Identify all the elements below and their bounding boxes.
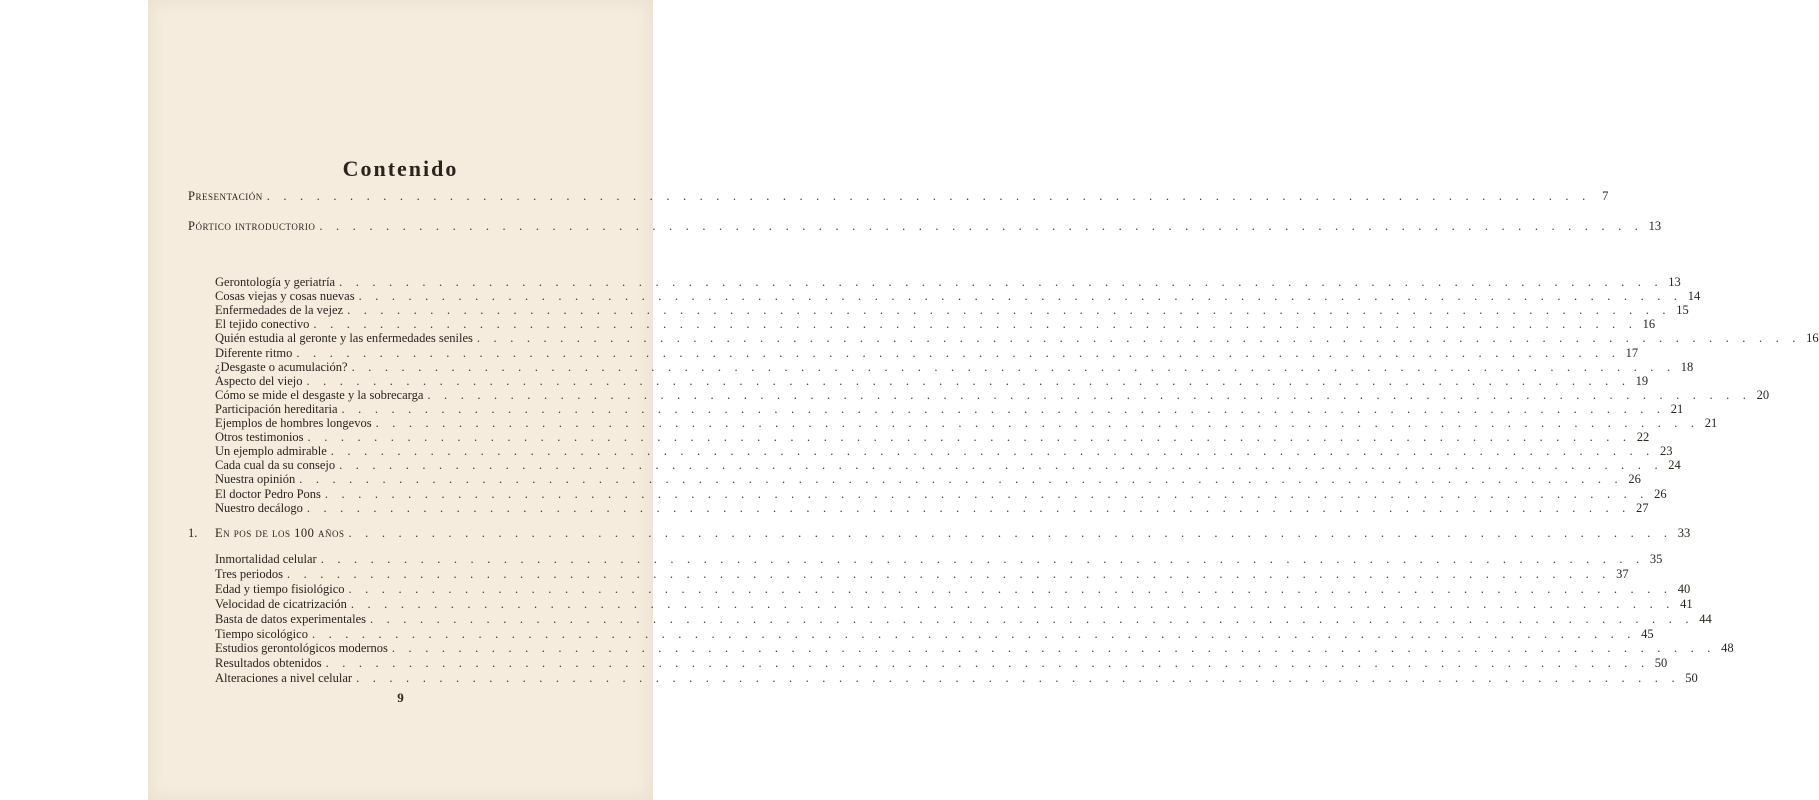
entry-label: Cada cual da su consejo bbox=[215, 458, 336, 473]
toc-subentry bbox=[215, 275, 1681, 290]
entry-page-number: 19 bbox=[1635, 373, 1649, 388]
dot-leader: . . . . . . . . . . . . . . . . . . . . . . . . . . . . . . . . . . . . . . . . . . . . . . . . . . . . . . . . . . . . . . . . . . . . . . . . . . . . . . . . bbox=[307, 430, 1632, 445]
toc-subentry bbox=[215, 581, 1691, 597]
entry-page-number: 15 bbox=[1676, 303, 1689, 318]
entry-page-number: 22 bbox=[1636, 430, 1650, 445]
entry-label: Alteraciones a nivel celular bbox=[215, 671, 353, 686]
toc-subentry bbox=[215, 656, 1668, 671]
toc-subentry bbox=[215, 359, 1694, 375]
entry-label: Tres periodos bbox=[215, 566, 283, 581]
page-title: Contenido bbox=[342, 156, 459, 181]
toc-chapter-1 bbox=[215, 526, 1691, 541]
entry-page-number: 23 bbox=[1659, 444, 1673, 459]
entry-page-number: 41 bbox=[1680, 596, 1693, 611]
dot-leader: . . . . . . . . . . . . . . . . . . . . . . . . . . . . . . . . . . . . . . . . . . . . . . . . . . . . . . . . . . . . . . . . . . . . . . . . . . . . . . . . bbox=[347, 303, 1671, 318]
entry-page-number: 16 bbox=[1642, 317, 1656, 332]
toc-entry-portico bbox=[188, 219, 1662, 234]
dot-leader: . . . . . . . . . . . . . . . . . . . . . . . . . . . . . . . . . . . . . . . . . . . . . . . . . . . . . . . . . . . . . . . . . . . . . . . . . . . . . . . . bbox=[339, 458, 1663, 473]
dot-leader: . . . . . . . . . . . . . . . . . . . . . . . . . . . . . . . . . . . . . . . . . . . . . . . . . . . . . . . . . . . . . . . . . . . . . . . . . . . . . . . . bbox=[427, 387, 1752, 402]
dot-leader: . . . . . . . . . . . . . . . . . . . . . . . . . . . . . . . . . . . . . . . . . . . . . . . . . . . . . . . . . . . . . . . . . . . . . . . . . . . . . . . . bbox=[391, 641, 1716, 656]
entry-label: Basta de datos experimentales bbox=[215, 611, 366, 626]
dot-leader: . . . . . . . . . . . . . . . . . . . . . . . . . . . . . . . . . . . . . . . . . . . . . . . . . . . . . . . . . . . . . . . . . . . . . . . . . . . . . . . . bbox=[299, 472, 1623, 487]
entry-label: Edad y tiempo fisiológico bbox=[215, 581, 345, 596]
dot-leader: . . . . . . . . . . . . . . . . . . . . . . . . . . . . . . . . . . . . . . . . . . . . . . . . . . . . . . . . . . . . . . . . . . . . . . . . . . . . . . . . bbox=[311, 626, 1636, 641]
entry-page-number: 24 bbox=[1668, 458, 1681, 473]
toc-subentry bbox=[215, 472, 1641, 487]
dot-leader: . . . . . . . . . . . . . . . . . . . . . . . . . . . . . . . . . . . . . . . . . . . . . . . . . . . . . . . . . . . . . . . . . . . . . . . . . . . . . . . . bbox=[350, 596, 1675, 611]
entry-label: Inmortalidad celular bbox=[215, 552, 317, 566]
entry-page-number: 21 bbox=[1670, 401, 1684, 416]
toc-subentry bbox=[215, 430, 1650, 445]
entry-label: Un ejemplo admirable bbox=[215, 444, 327, 459]
toc-subentry bbox=[215, 596, 1693, 612]
dot-leader: . . . . . . . . . . . . . . . . . . . . . . . . . . . . . . . . . . . . . . . . . . . . . . . . . . . . . . . . . . . . . . . . . . . . . . . . . . . . . . . . bbox=[356, 671, 1680, 686]
dot-leader: . . . . . . . . . . . . . . . . . . . . . . . . . . . . . . . . . . . . . . . . . . . . . . . . . . . . . . . . . . . . . . . . . . . . . . . . . . . . . . . . bbox=[296, 345, 1621, 360]
chapter-number: 1. bbox=[188, 526, 198, 540]
toc-subentry bbox=[215, 387, 1770, 403]
entry-label: Enfermedades de la vejez bbox=[215, 303, 344, 318]
entry-label: Resultados obtenidos bbox=[215, 656, 322, 671]
dot-leader: . . . . . . . . . . . . . . . . . . . . . . . . . . . . . . . . . . . . . . . . . . . . . . . . . . . . . . . . . . . . . . . . . . . . . . . . . . . . . . . . bbox=[370, 611, 1694, 626]
entry-label: Velocidad de cicatrización bbox=[215, 596, 347, 611]
entry-label: Quién estudia al geronte y las enfermedades seniles bbox=[215, 331, 473, 346]
entry-page-number: 48 bbox=[1721, 641, 1734, 656]
dot-leader: . . . . . . . . . . . . . . . . . . . . . . . . . . . . . . . . . . . . . . . . . . . . . . . . . . . . . . . . . . . . . . . . . . . . . . . . . . . . . . . . bbox=[330, 444, 1655, 459]
entry-label: Gerontología y geriatría bbox=[215, 275, 336, 289]
entry-label: Ejemplos de hombres longevos bbox=[215, 416, 372, 430]
entry-label: Nuestro decálogo bbox=[215, 500, 303, 515]
entry-page-number: 40 bbox=[1677, 581, 1691, 596]
toc-subentry bbox=[215, 416, 1718, 431]
toc-subentry bbox=[215, 289, 1701, 304]
dot-leader: . . . . . . . . . . . . . . . . . . . . . . . . . . . . . . . . . . . . . . . . . . . . . . . . . . . . . . . . . . . . . . . . . . . . . . . . . . . . . . . . bbox=[306, 500, 1631, 515]
toc-subentry bbox=[215, 317, 1656, 332]
entry-page-number: 13 bbox=[1648, 219, 1662, 233]
entry-page-number: 45 bbox=[1641, 626, 1654, 641]
toc-subentry bbox=[215, 486, 1667, 502]
entry-label: Estudios gerontológicos modernos bbox=[215, 641, 388, 656]
toc-subentry bbox=[215, 671, 1698, 686]
dot-leader: . . . . . . . . . . . . . . . . . . . . . . . . . . . . . . . . . . . . . . . . . . . . . . . . . . . . . . . . . . . . . . . . . . . . . . . . . . . . . . . . bbox=[266, 189, 1591, 203]
dot-leader: . . . . . . . . . . . . . . . . . . . . . . . . . . . . . . . . . . . . . . . . . . . . . . . . . . . . . . . . . . . . . . . . . . . . . . . . . . . . . . . . bbox=[319, 219, 1644, 233]
entry-label: El doctor Pedro Pons bbox=[215, 486, 321, 501]
dot-leader: . . . . . . . . . . . . . . . . . . . . . . . . . . . . . . . . . . . . . . . . . . . . . . . . . . . . . . . . . . . . . . . . . . . . . . . . . . . . . . . . bbox=[348, 526, 1673, 540]
entry-page-number: 21 bbox=[1704, 416, 1718, 430]
toc-subentry bbox=[215, 458, 1681, 473]
entry-label: Participación hereditaria bbox=[215, 401, 338, 416]
entry-page-number: 7 bbox=[1602, 189, 1609, 203]
dot-leader: . . . . . . . . . . . . . . . . . . . . . . . . . . . . . . . . . . . . . . . . . . . . . . . . . . . . . . . . . . . . . . . . . . . . . . . . . . . . . . . . bbox=[320, 552, 1645, 566]
toc-subentry bbox=[215, 611, 1712, 627]
toc-subentry bbox=[215, 626, 1654, 642]
entry-page-number: 35 bbox=[1649, 552, 1663, 566]
toc-subentry bbox=[215, 373, 1649, 389]
entry-page-number: 50 bbox=[1654, 656, 1668, 671]
dot-leader: . . . . . . . . . . . . . . . . . . . . . . . . . . . . . . . . . . . . . . . . . . . . . . . . . . . . . . . . . . . . . . . . . . . . . . . . . . . . . . . . bbox=[306, 373, 1631, 388]
toc-subentry bbox=[215, 303, 1689, 318]
toc-subentry bbox=[215, 566, 1629, 582]
entry-label: ¿Desgaste o acumulación? bbox=[215, 359, 348, 374]
toc-subentry bbox=[215, 331, 1819, 346]
toc-subentry bbox=[215, 552, 1663, 567]
dot-leader: . . . . . . . . . . . . . . . . . . . . . . . . . . . . . . . . . . . . . . . . . . . . . . . . . . . . . . . . . . . . . . . . . . . . . . . . . . . . . . . . bbox=[476, 331, 1801, 346]
dot-leader: . . . . . . . . . . . . . . . . . . . . . . . . . . . . . . . . . . . . . . . . . . . . . . . . . . . . . . . . . . . . . . . . . . . . . . . . . . . . . . . . bbox=[313, 317, 1638, 332]
entry-page-number: 17 bbox=[1625, 345, 1639, 360]
entry-label: Cosas viejas y cosas nuevas bbox=[215, 289, 355, 304]
dot-leader: . . . . . . . . . . . . . . . . . . . . . . . . . . . . . . . . . . . . . . . . . . . . . . . . . . . . . . . . . . . . . . . . . . . . . . . . . . . . . . . . bbox=[358, 289, 1683, 304]
dot-leader: . . . . . . . . . . . . . . . . . . . . . . . . . . . . . . . . . . . . . . . . . . . . . . . . . . . . . . . . . . . . . . . . . . . . . . . . . . . . . . . . bbox=[339, 275, 1663, 289]
entry-label: Otros testimonios bbox=[215, 430, 304, 445]
page-number: 9 bbox=[397, 690, 404, 705]
dot-leader: . . . . . . . . . . . . . . . . . . . . . . . . . . . . . . . . . . . . . . . . . . . . . . . . . . . . . . . . . . . . . . . . . . . . . . . . . . . . . . . . bbox=[348, 581, 1673, 596]
entry-page-number: 50 bbox=[1685, 671, 1698, 686]
entry-page-number: 37 bbox=[1616, 566, 1629, 581]
entry-page-number: 18 bbox=[1680, 359, 1694, 374]
toc-entry-presentacion bbox=[188, 189, 1609, 204]
entry-page-number: 33 bbox=[1677, 526, 1691, 540]
entry-page-number: 26 bbox=[1654, 486, 1667, 501]
entry-label: Nuestra opinión bbox=[215, 472, 296, 487]
entry-label: Diferente ritmo bbox=[215, 345, 293, 360]
entry-page-number: 16 bbox=[1806, 331, 1819, 346]
entry-label: Tiempo sicológico bbox=[215, 626, 308, 641]
entry-page-number: 13 bbox=[1668, 275, 1681, 289]
dot-leader: . . . . . . . . . . . . . . . . . . . . . . . . . . . . . . . . . . . . . . . . . . . . . . . . . . . . . . . . . . . . . . . . . . . . . . . . . . . . . . . . bbox=[351, 359, 1676, 374]
entry-label: El tejido conectivo bbox=[215, 317, 310, 332]
book-page bbox=[148, 0, 1819, 800]
dot-leader: . . . . . . . . . . . . . . . . . . . . . . . . . . . . . . . . . . . . . . . . . . . . . . . . . . . . . . . . . . . . . . . . . . . . . . . . . . . . . . . . bbox=[324, 486, 1649, 501]
dot-leader: . . . . . . . . . . . . . . . . . . . . . . . . . . . . . . . . . . . . . . . . . . . . . . . . . . . . . . . . . . . . . . . . . . . . . . . . . . . . . . . . bbox=[286, 566, 1611, 581]
dot-leader: . . . . . . . . . . . . . . . . . . . . . . . . . . . . . . . . . . . . . . . . . . . . . . . . . . . . . . . . . . . . . . . . . . . . . . . . . . . . . . . . bbox=[325, 656, 1650, 671]
entry-label: Presentación bbox=[188, 189, 263, 203]
dot-leader: . . . . . . . . . . . . . . . . . . . . . . . . . . . . . . . . . . . . . . . . . . . . . . . . . . . . . . . . . . . . . . . . . . . . . . . . . . . . . . . . bbox=[375, 416, 1700, 430]
dot-leader: . . . . . . . . . . . . . . . . . . . . . . . . . . . . . . . . . . . . . . . . . . . . . . . . . . . . . . . . . . . . . . . . . . . . . . . . . . . . . . . . bbox=[341, 401, 1666, 416]
entry-label: Cómo se mide el desgaste y la sobrecarga bbox=[215, 387, 424, 402]
entry-page-number: 14 bbox=[1687, 289, 1701, 304]
toc-subentry bbox=[215, 401, 1684, 417]
entry-page-number: 26 bbox=[1628, 472, 1641, 487]
entry-label: Aspecto del viejo bbox=[215, 373, 303, 388]
toc-subentry bbox=[215, 500, 1649, 516]
entry-label: Pórtico introductorio bbox=[188, 219, 316, 233]
entry-page-number: 27 bbox=[1636, 500, 1649, 515]
toc-subentry bbox=[215, 345, 1639, 361]
toc-subentry bbox=[215, 444, 1673, 459]
entry-page-number: 20 bbox=[1756, 387, 1770, 402]
toc-subentry bbox=[215, 641, 1734, 656]
entry-label: En pos de los 100 años bbox=[215, 526, 345, 540]
entry-page-number: 44 bbox=[1699, 611, 1712, 626]
